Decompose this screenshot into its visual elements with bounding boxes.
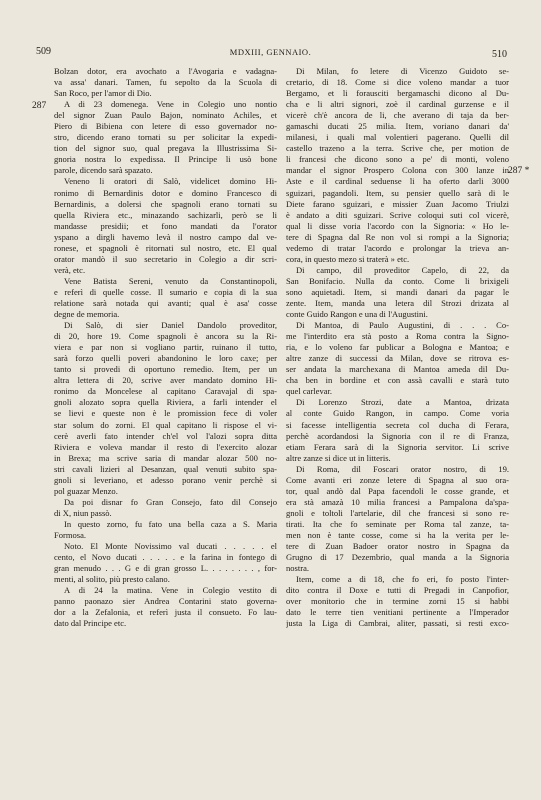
text-line: Item, come a di 18, che fo eri, fo posto l'inter-: [296, 574, 509, 585]
text-line: gnoli alozato sopra quella Riviera, a farli intender el: [54, 397, 277, 408]
text-line: verà, etc.: [54, 264, 86, 275]
text-line: tanto si provedi di oportuno remedio. Item, per un: [54, 364, 277, 375]
text-line: Di Milan, fo letere di Vicenzo Guidoto se-: [296, 66, 509, 76]
text-line: Di campo, dil proveditor Capelo, di 22, da: [296, 264, 509, 275]
text-line: altra lettera di 20, scrive aver mandato domino Hi-: [54, 375, 277, 386]
text-line: milanesi, i quali mal volentieri pagerano. Quelli dil: [286, 132, 509, 143]
running-head: MDXIII, GENNAIO.: [229, 47, 312, 57]
text-line: gnoli si leveriano, et adesso porano venir perchè si: [54, 474, 277, 485]
text-line: Come avanti eri zonze letere di Spagna al suo ora-: [286, 474, 509, 485]
text-line: tion del signor suo, qual pregava la Illustrissima Si-: [54, 143, 277, 154]
text-line: gnoria nostra lo expedissa. Il Principe li usò bone: [54, 154, 277, 165]
text-line: over monitorio che in termine zorni 15 si habbi: [286, 596, 509, 607]
text-line: mandasse presidii; et fono mandati da l'orator: [54, 220, 277, 231]
text-line: viera e par non si vogliano partir, ruinano il tutto,: [54, 342, 277, 353]
text-line: cha ben in bordine et con assà cavalli e starà tuto: [286, 375, 509, 386]
text-line: altre zanze si dice ut in litteris.: [286, 452, 391, 463]
text-line: cretario, di 18. Come si dice voleno mandar a tuor: [286, 77, 509, 88]
text-line: Grugno di 17 Dezembrio, qual manda a la Signoria: [286, 552, 509, 563]
text-line: castello trazeno a la terra. Scrive che, per motion de: [286, 143, 509, 154]
text-line: dito contra il Doxe e tutti di Pregadi in Canpofior,: [286, 585, 509, 596]
text-line: cora, in questo mezo si traterà » etc.: [286, 253, 410, 264]
text-line: va assa' danari. Tamen, fu sepolto da la Scuola di: [54, 77, 277, 88]
left-page-number: 509: [36, 46, 51, 57]
text-line: gamaschi ducati 25 milia. Item, voriano danari da': [286, 121, 509, 132]
text-line: Bolzan dotor, era avochato a l'Avogaria e vadagna-: [54, 66, 277, 76]
text-line: menti, al solito, più presto calano.: [54, 574, 170, 585]
text-line: di 20, hore 19. Come spagnoli è ancora su la Ri-: [54, 331, 277, 342]
text-line: San Bonifacio. Nulla da conto. Come li brixigeli: [286, 275, 509, 286]
text-line: vicerè ch'è ancora de li, che averano di taja da ber-: [286, 110, 509, 121]
text-line: perchè acordandosi la Signoria con il re di Franza,: [286, 430, 509, 441]
text-line: Aste e il cardinal seduense li ha oferto darli 3000: [286, 176, 509, 187]
text-line: Da poi disnar fo Gran Consejo, fato dil Consejo: [64, 496, 277, 507]
text-line: pol guazar Menzo.: [54, 485, 118, 496]
text-line: orator mandò il suo secretario in Colegio a dir scri-: [54, 253, 277, 264]
text-line: sguizari, pagandoli. Item, su pensier quello sarà di le: [286, 187, 509, 198]
right-page-number: 510: [492, 49, 507, 60]
text-line: degne de memoria.: [54, 309, 120, 320]
text-line: gnoli e toltoli l'artelarie, dil che francesi si sono re-: [286, 507, 509, 518]
text-line: qual li disse voria l'acordo con la Signoria: « Ho le-: [286, 220, 509, 231]
text-line: del signor Zuan Paulo Bajon, nominato Achiles, et: [54, 110, 277, 121]
text-line: panno paonazo sier Andrea Contarini stato governa-: [54, 596, 277, 607]
text-line: In questo zorno, fu fato una bella caza a S. Maria: [64, 518, 277, 529]
text-line: stri cavali lizieri al Desanzan, qual venuti subito spa-: [54, 463, 277, 474]
text-line: Di Salò, di sier Daniel Dandolo proveditor,: [64, 320, 277, 331]
text-line: etiam Ferara sarà di la Signoria servitor. Li scrive: [286, 441, 509, 452]
left-margin-note: 287: [32, 101, 47, 111]
text-line: yspano a dirgli havemo levà il nostro campo dal ve-: [54, 231, 277, 242]
text-line: Di Mantoa, di Paulo Augustini, di . . . Co-: [296, 320, 509, 331]
text-line: altre zanze di successi da Milan, dove se ritrova es-: [286, 353, 509, 364]
text-line: Diete farano sguizari, e missier Zuan Jacomo Triulzi: [286, 198, 509, 209]
text-line: al conte Guido Rangon, in campo. Come voria: [286, 408, 509, 419]
text-line: dato dal Principe etc.: [54, 618, 127, 629]
text-line: in Brexa; ma scrive saria di mandar alozar 500 no-: [54, 452, 277, 463]
text-line: Formosa.: [54, 529, 87, 540]
text-line: relatione sarà notada qui avanti; qual è asa' cosse: [54, 297, 277, 308]
text-line: Bernardinis, a dolersi che spagnoli erano tornati su: [54, 198, 277, 209]
text-line: cerè averli fato intender ch'el vol l'alozi sopra ditta: [54, 430, 277, 441]
left-text-column: [54, 66, 277, 629]
text-line: di X, niun passò.: [54, 507, 112, 518]
page-header: [0, 46, 541, 62]
text-line: ronimo da Moncelese al capitano Caravajal di spa-: [54, 386, 277, 397]
text-line: cento, el Novo ducati . . . . . e la farina in fontego di: [54, 552, 277, 563]
text-line: A di 24 la matina. Vene in Colegio vestito di: [64, 585, 277, 596]
text-line: Riviera e voleva mandar il resto di l'exercito alozar: [54, 441, 277, 452]
text-line: A di 23 domenega. Vene in Colegio uno nontio: [64, 99, 277, 110]
text-line: sarà forzo quelli poveri abandonino le loro caxe; per: [54, 353, 277, 364]
text-line: Vene Batista Sereni, venuto da Constantinopoli,: [64, 275, 277, 286]
text-line: si facesse intelligentia secreta col ducha di Ferara,: [286, 419, 509, 430]
text-line: nostra.: [286, 563, 310, 574]
text-line: gran menudo . . . G e di gran grosso L. . . . . . . . , for-: [54, 563, 277, 574]
text-line: tere di Zuan Badoer orator nostro in Spagna da: [286, 541, 509, 552]
text-line: parole, dicendo sarà spazato.: [54, 165, 153, 176]
right-text-column: [286, 66, 509, 629]
text-line: tirati. Ita che fo seminate per Roma tal zanze, ta-: [286, 518, 509, 529]
text-line: ronimo di Bernardinis dotor e domino Francesco di: [54, 187, 277, 198]
text-line: San Roco, per l'amor di Dio.: [54, 88, 152, 99]
text-line: quel carlevar.: [286, 386, 333, 397]
text-line: dor a la Zefalonia, et referì justa il consueto. Fo lau-: [54, 607, 277, 618]
text-line: dato le terre tien venitiani pertinente a l'Imperador: [286, 607, 509, 618]
text-line: e referì di quelle cosse. Il sumario e copia di la sua: [54, 286, 277, 297]
text-line: sono aquietadi. Item, si mandi danari da pagar le: [286, 286, 509, 297]
text-line: justa la Liga di Cambrai, aliter, passati, si resti exco-: [286, 618, 509, 629]
text-line: era stà amazà 10 milia francesi a Pampalona da'spa-: [286, 496, 509, 507]
text-line: Bergamo, et li forausciti bergamaschi dicono al Du-: [286, 88, 509, 99]
text-line: tor, qual andò dal Papa facendoli le cosse grande, et: [286, 485, 509, 496]
text-line: Di Lorenzo Strozi, date a Mantoa, drizata: [296, 397, 509, 408]
text-line: Piero di Bibiena con letere di esso governador no-: [54, 121, 277, 132]
text-line: Noto. El Monte Novissimo val ducati . . . . . el: [64, 541, 277, 552]
text-line: star solum do zorni. El qual capitano li rispose el vi-: [54, 419, 277, 430]
text-line: zente. Item, manda una letera dil Strozi drizata al: [286, 297, 509, 308]
text-line: se lievi e queste non è le promission fece di voler: [54, 408, 277, 419]
text-line: me l'interdito era stà posto a Roma contra la Signo-: [286, 331, 509, 342]
text-line: stro, dicendo erano tornati su per solicitar la expedi-: [54, 132, 277, 143]
text-line: tere di Spagna dal Re non vol si rompi a la Signoria;: [286, 231, 509, 242]
text-line: ria, e lo voleno far publicar a Bologna e Mantoa; e: [286, 342, 509, 353]
text-line: conte Guido Rangon e una di l'Augustini.: [286, 309, 428, 320]
text-line: men non è tante cosse, come si ha la verita per le-: [286, 529, 509, 540]
text-line: Di Roma, dil Foscari orator nostro, di 19.: [296, 463, 509, 474]
right-margin-note: 287 *: [508, 166, 530, 176]
text-line: cha e li altri signori, zoè il cardinal gurzense e il: [286, 99, 509, 110]
text-line: ser andata la marchexana di Mantoa ameda dil Du-: [286, 364, 509, 375]
text-line: li francesi che dicono sono a pe' di monti, voleno: [286, 154, 509, 165]
text-line: Veneno li oratori di Salò, videlicet domino Hi-: [64, 176, 277, 187]
text-line: è andato a diti sguizari. Scrive coloqui suti col vicerè,: [286, 209, 509, 220]
text-line: vedemo di tratar l'acordo e prolongar la trieva an-: [286, 242, 509, 253]
text-line: ronese, et spagnoli è ritornati sul nostro, etc. El qual: [54, 242, 277, 253]
text-line: mandar el signor Prospero Colona con 300 lanze in: [286, 165, 509, 176]
text-line: quella Riviera etc., minazando sachizarli, però se li: [54, 209, 277, 220]
